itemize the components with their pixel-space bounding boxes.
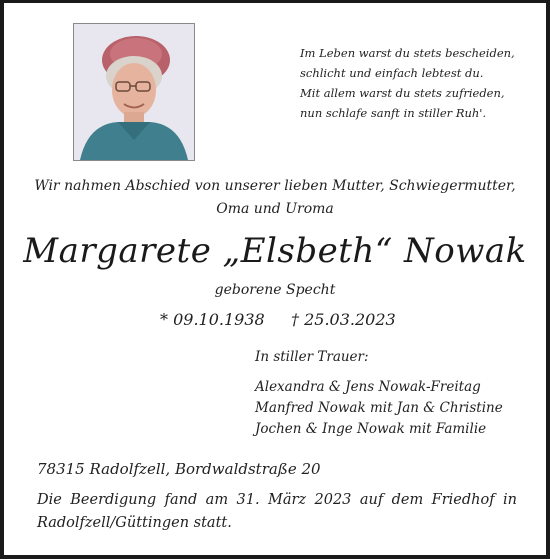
obituary-card <box>4 3 546 555</box>
deceased-name: Margarete „Elsbeth“ Nowak <box>23 231 527 271</box>
birth-date: * 09.10.1938 <box>160 310 265 329</box>
poem <box>300 43 540 123</box>
mourners-heading: In stiller Trauer: <box>255 349 369 365</box>
mourner-name: Alexandra & Jens Nowak-Freitag <box>255 379 481 395</box>
intro-line-1: Wir nahmen Abschied von unserer lieben Mutter, Schwiegermutter, <box>34 178 516 194</box>
death-date: † 25.03.2023 <box>291 310 396 329</box>
mourner-name: Manfred Nowak mit Jan & Christine <box>255 400 503 416</box>
intro-line-2: Oma und Uroma <box>216 201 334 217</box>
birth-name: geborene Specht <box>214 282 336 298</box>
portrait-photo <box>73 23 195 161</box>
poem-line: nun schlafe sanft in stiller Ruh'. <box>300 106 487 120</box>
intro-text <box>24 175 526 221</box>
mourner-name: Jochen & Inge Nowak mit Familie <box>255 421 487 437</box>
poem-line: Im Leben warst du stets bescheiden, <box>300 46 515 60</box>
mourners <box>255 347 545 440</box>
poem-line: schlicht und einfach lebtest du. <box>300 66 484 80</box>
portrait-icon <box>74 24 194 160</box>
address: 78315 Radolfzell, Bordwaldstraße 20 <box>37 460 321 478</box>
poem-line: Mit allem warst du stets zufrieden, <box>300 86 505 100</box>
funeral-notice: Die Beerdigung fand am 31. März 2023 auf dem Friedhof in Radolfzell/Güttingen statt. <box>37 492 517 531</box>
